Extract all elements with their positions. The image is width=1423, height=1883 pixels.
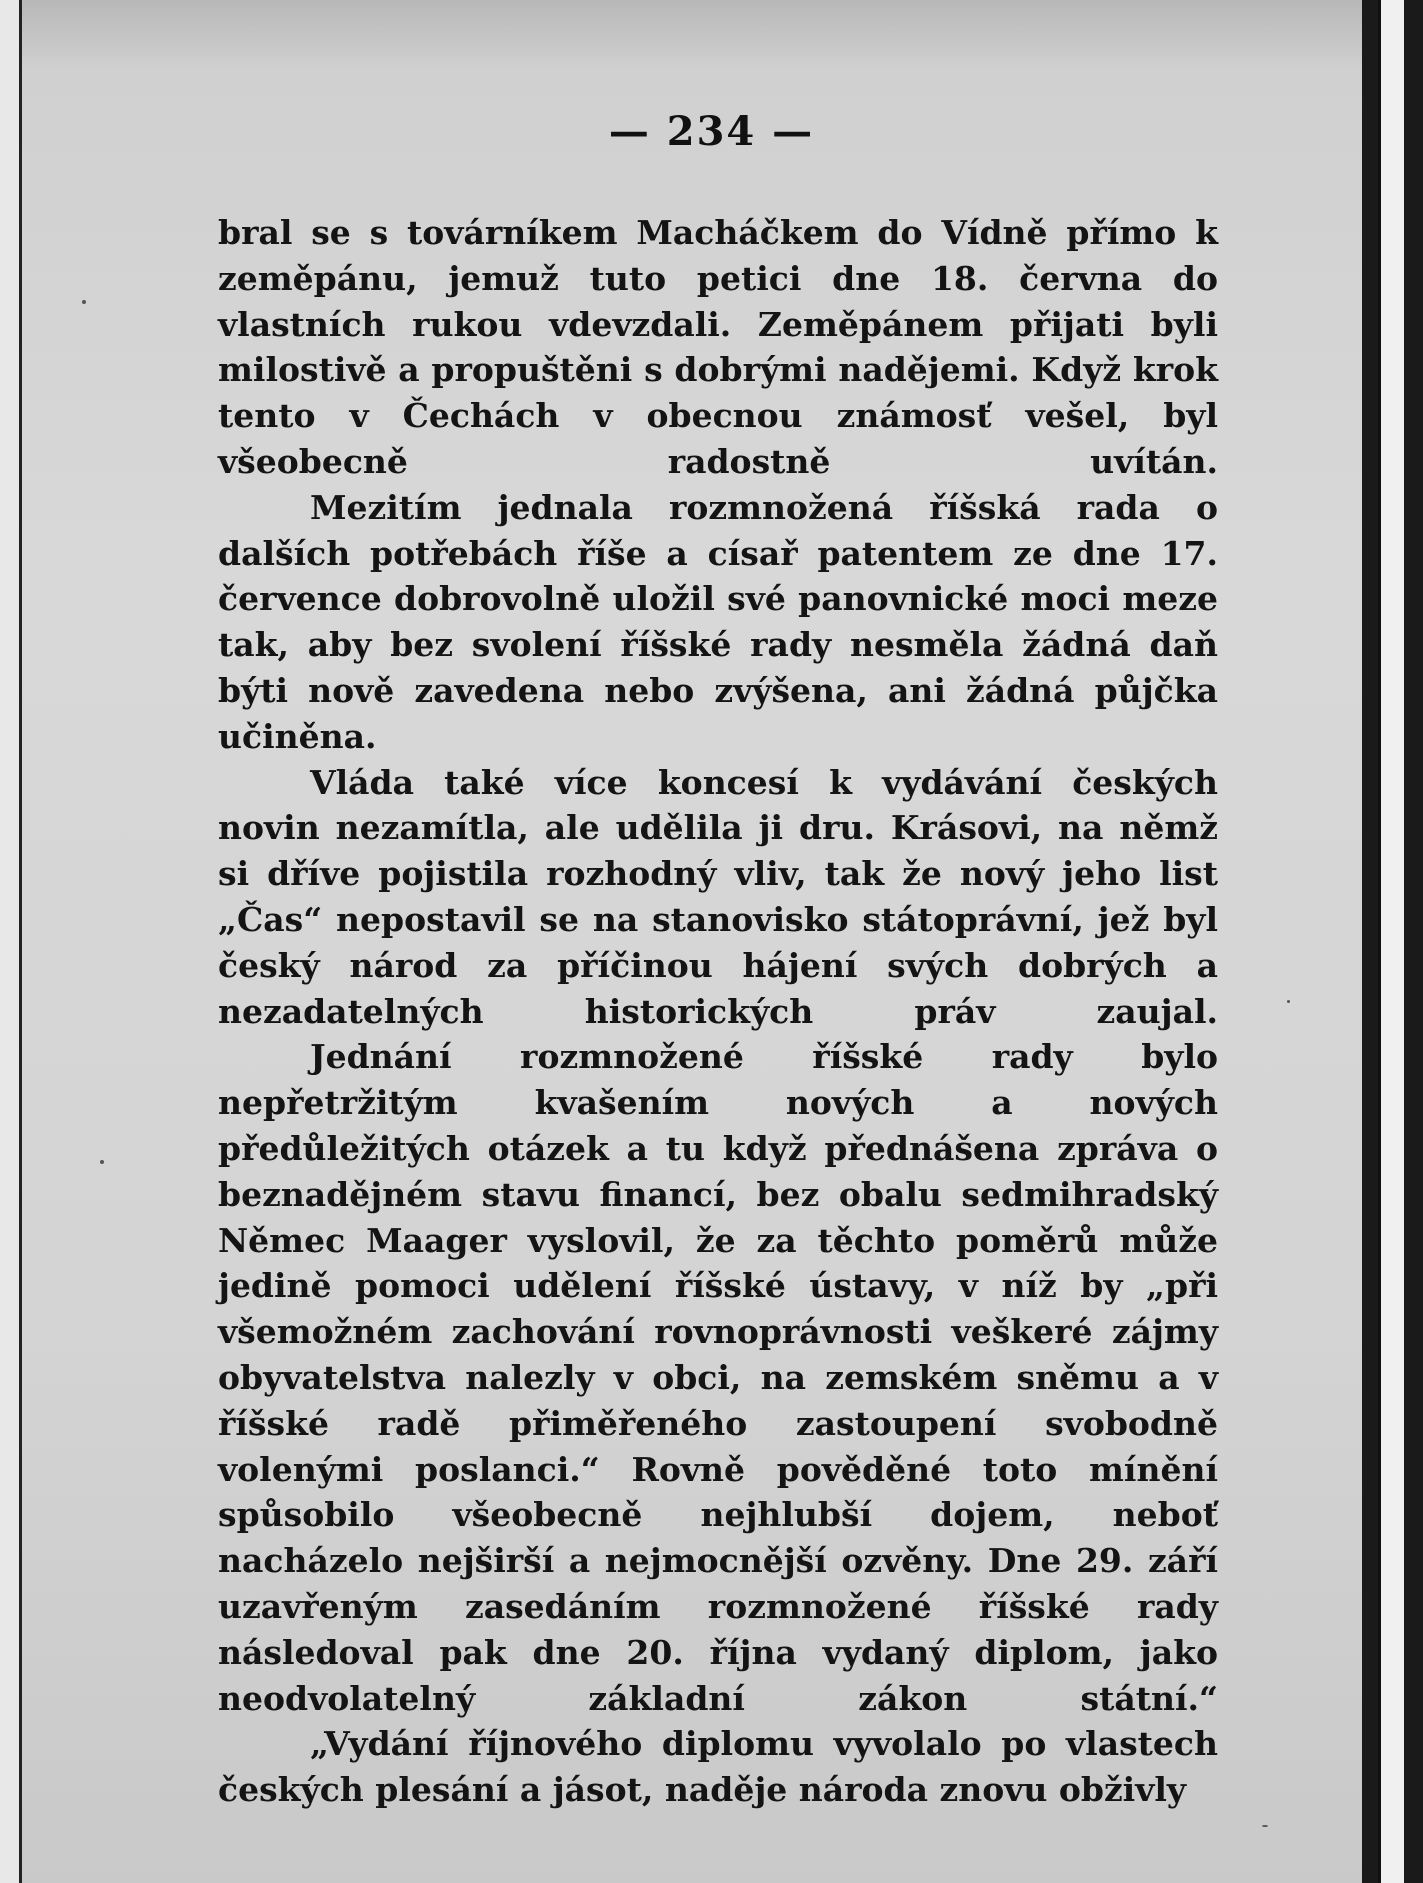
right-page-edge — [1362, 0, 1423, 1883]
paragraph: Vláda také více koncesí k vydávání českých novin nezamítla, ale udělila ji dru. Krásovi, na němž si dříve pojistila rozhodný vliv, tak že nový jeho list „Čas“ nepostavil se na stanovisko státoprávní, jež byl český národ za příčinou hájení svých dobrých a nezadatelných historických práv zaujal. — [218, 762, 1218, 1031]
left-page-edge — [0, 0, 22, 1883]
paper-speck — [1287, 1000, 1290, 1003]
paper-speck — [82, 300, 86, 304]
page-number: — 234 — — [608, 108, 815, 155]
page-body — [218, 210, 1218, 1813]
paragraph: bral se s továrníkem Macháčkem do Vídně přímo k zeměpánu, jemuž tuto petici dne 18. června do vlastních rukou vdevzdali. Zeměpánem přijati byli milostivě a propuštěni s dobrými nadějemi. Když krok tento v Čechách v obecnou známosť vešel, byl všeobecně radostně uvítán. — [218, 213, 1218, 481]
paragraph: Jednání rozmnožené říšské rady bylo nepřetržitým kvašením nových a nových předůležitých otázek a tu když přednášena zpráva o beznadějném stavu financí, bez obalu sedmihradský Němec Maager vyslovil, že za těchto poměrů může jedině pomoci udělení říšské ústavy, v níž by „při všemožném zachování rovnoprávnosti veškeré zájmy obyvatelstva nalezly v obci, na zemském sněmu a v říšské radě přiměřeného zastoupení svobodně volenými poslanci.“ Rovně pověděné toto mínění spůsobilo všeobecně nejhlubší dojem, neboť nacházelo nejširší a nejmocnější ozvěny. Dne 29. září uzavřeným zasedáním rozmnožené říšské rady následoval pak dne 20. října vydaný diplom, jako neodvolatelný základní zákon státní.“ — [218, 1037, 1218, 1718]
paper-speck — [1262, 1825, 1268, 1827]
paper-speck — [100, 1160, 104, 1164]
paragraph: „Vydání říjnového diplomu vyvolalo po vlastech českých plesání a jásot, naděje národa znovu obživly — [218, 1724, 1218, 1810]
paragraph: Mezitím jednala rozmnožená říšská rada o dalších potřebách říše a císař patentem ze dne 17. července dobrovolně uložil své panovnické moci meze tak, aby bez svolení říšské rady nesměla žádná daň býti nově zavedena nebo zvýšena, ani žádná půjčka učiněna. — [218, 487, 1218, 756]
